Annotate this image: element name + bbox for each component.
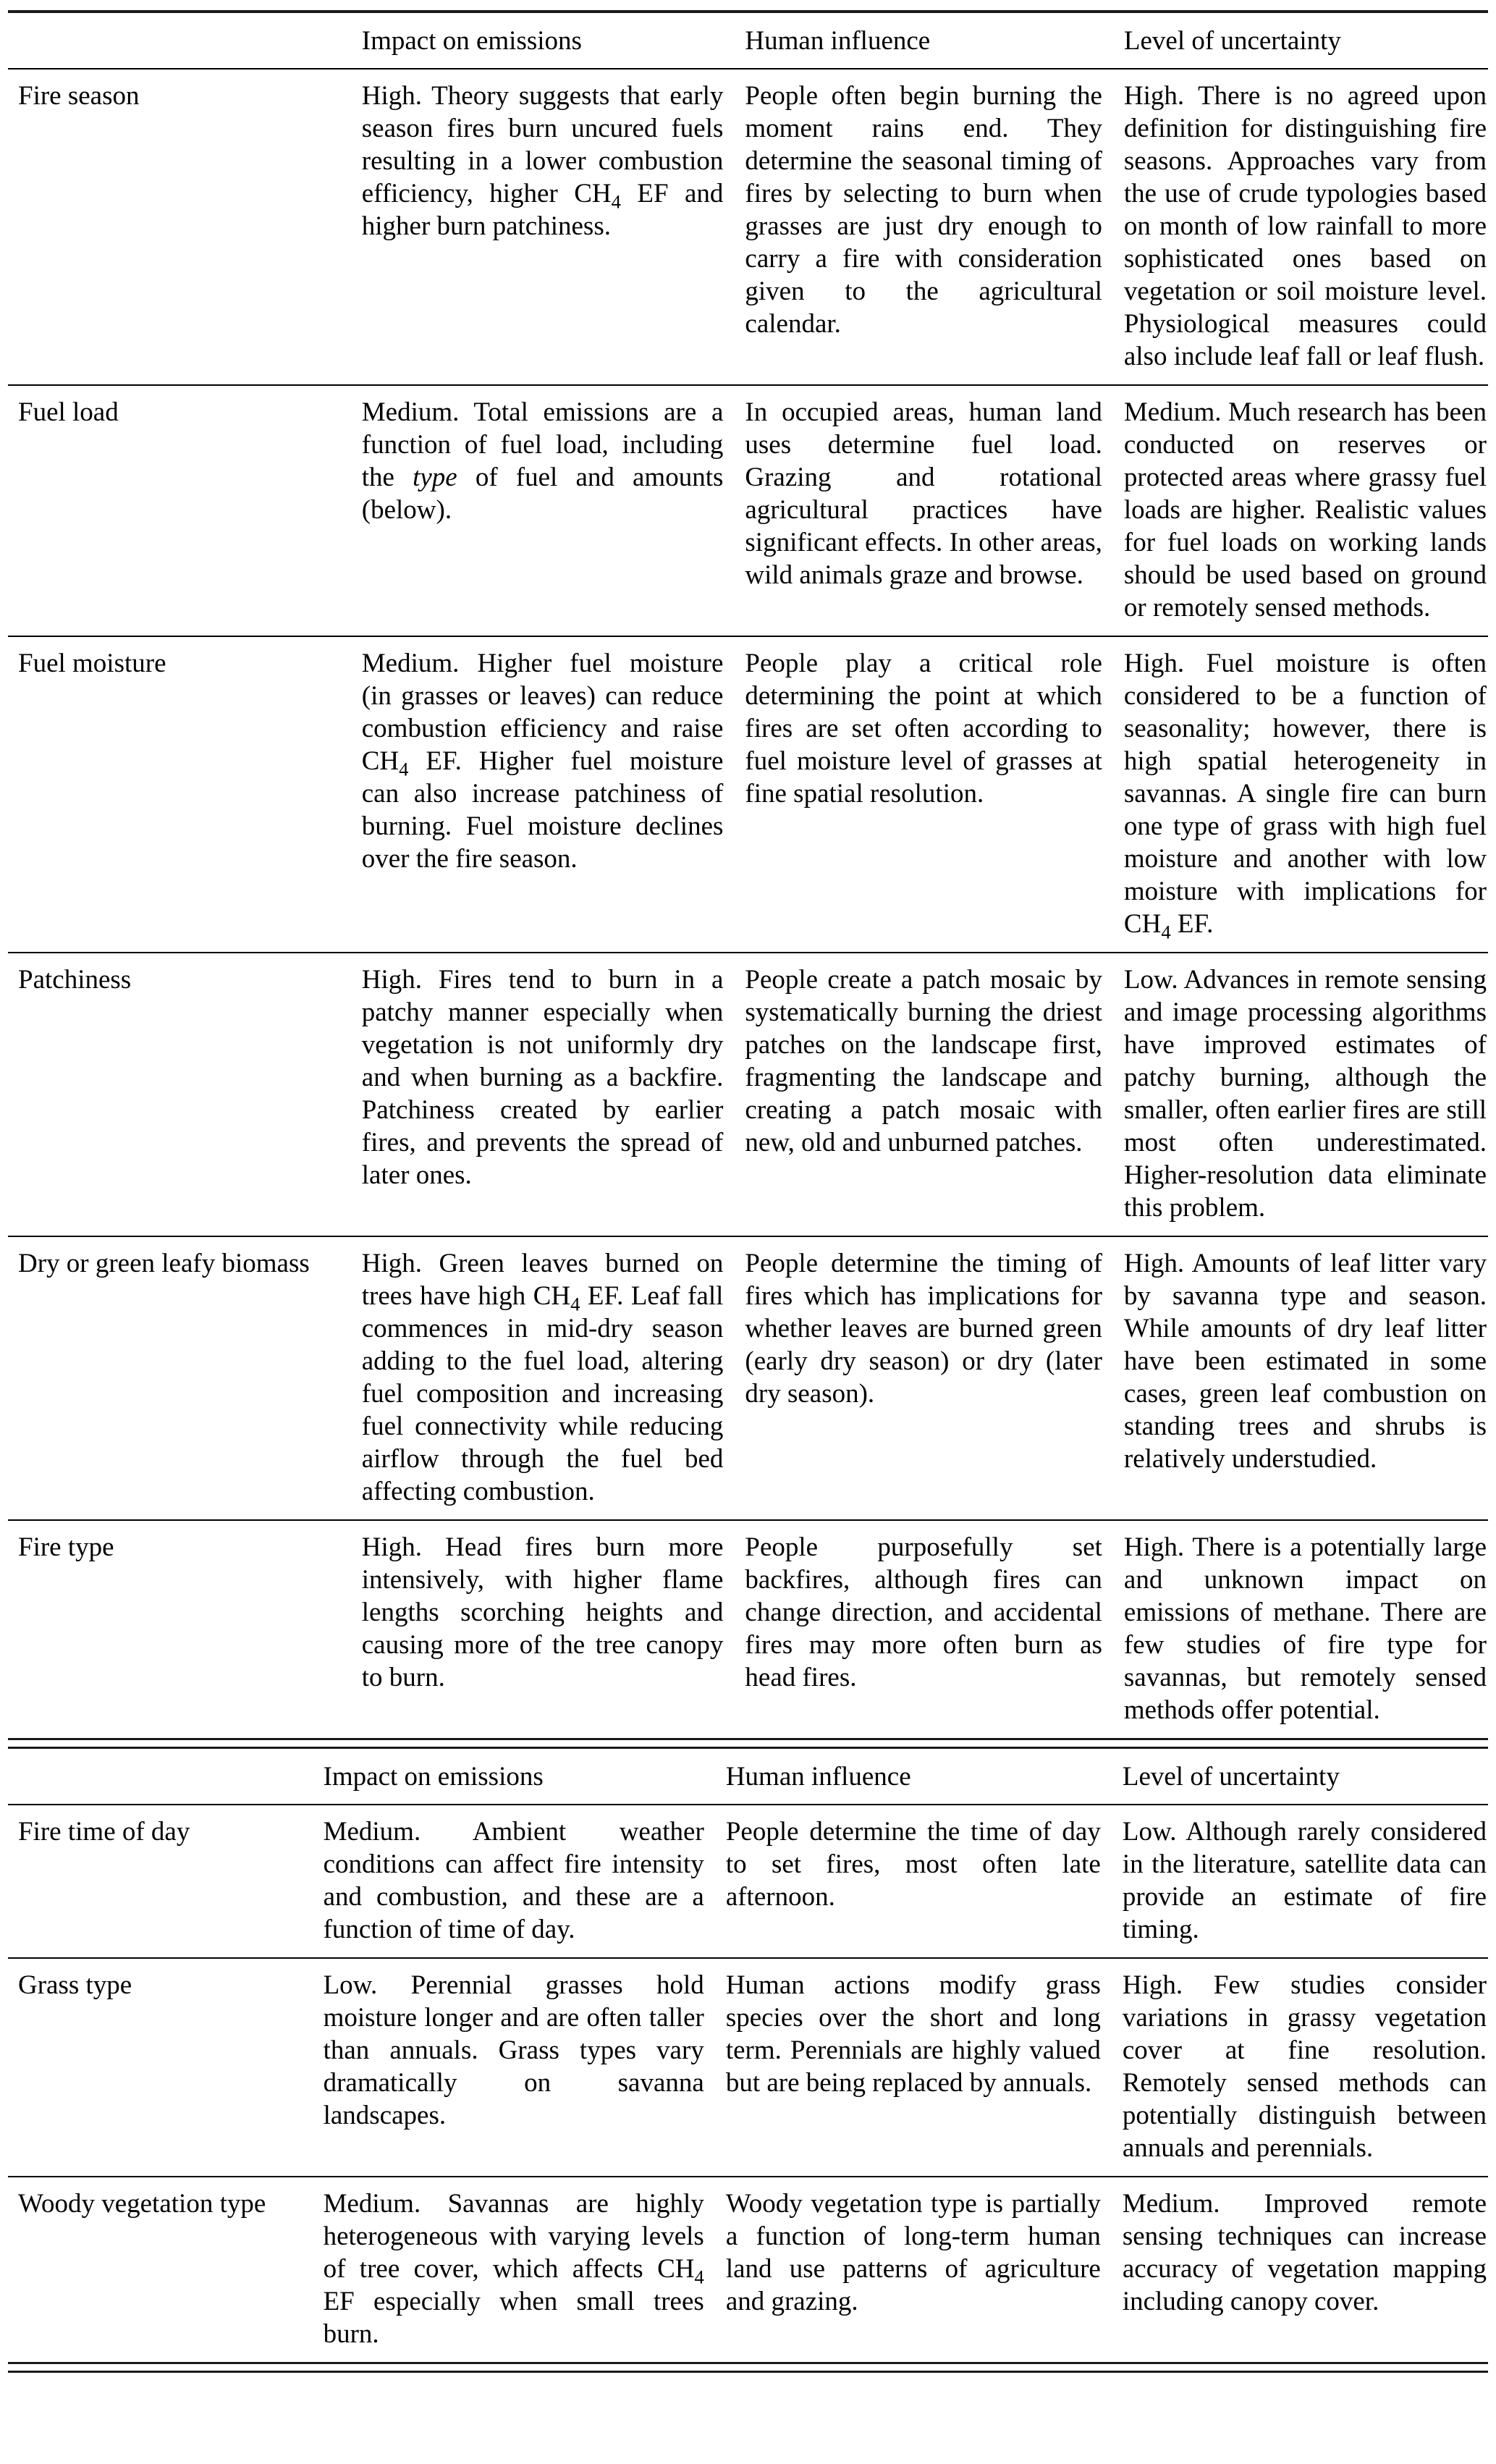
- impact-cell: Medium. Higher fuel moisture (in grasses or leaves) can reduce combustion efficiency and raise $CH_4$ EF. Higher fuel moisture can also increase patchiness of burning. Fuel moisture declines over the fire season.: [362, 636, 745, 953]
- impact-cell: Medium. Total emissions are a function of fuel load, including the type of fuel and amounts (below).: [362, 385, 745, 636]
- table-row-woody-vegetation-type: [8, 2177, 1488, 2362]
- column-header-uncertainty: Level of uncertainty: [1124, 12, 1488, 69]
- column-header-blank: [8, 12, 362, 69]
- human-influence-cell: People determine the time of day to set fires, most often late afternoon.: [726, 1805, 1123, 1958]
- uncertainty-cell: High. Amounts of leaf litter vary by savanna type and season. While amounts of dry leaf litter have been estimated in some cases, green leaf combustion on standing trees and shrubs is relatively understudied.: [1124, 1236, 1488, 1520]
- bottom-double-rule: [8, 2362, 1488, 2373]
- human-influence-cell: People determine the timing of fires which has implications for whether leaves are burned green (early dry season) or dry (later dry season).: [745, 1236, 1124, 1520]
- column-header-human: Human influence: [745, 12, 1124, 69]
- fire-factors-table-lower: [8, 1749, 1488, 2362]
- uncertainty-cell: High. There is no agreed upon definition for distinguishing fire seasons. Approaches vary from the use of crude typologies based on month of low rainfall to more sophisticated ones based on vegetation or soil moisture level. Physiological measures could also include leaf fall or leaf flush.: [1124, 69, 1488, 385]
- table-row-fire-type: [8, 1520, 1488, 1738]
- uncertainty-cell: High. Fuel moisture is often considered to be a function of seasonality; however, there is high spatial heterogeneity in savannas. A single fire can burn one type of grass with high fuel moisture and another with low moisture with implications for $CH_4$ EF.: [1124, 636, 1488, 953]
- human-influence-cell: In occupied areas, human land uses determine fuel load. Grazing and rotational agricultural practices have significant effects. In other areas, wild animals graze and browse.: [745, 385, 1124, 636]
- table-row-leafy-biomass: [8, 1236, 1488, 1520]
- column-header-impact: Impact on emissions: [362, 12, 745, 69]
- row-label: Grass type: [8, 1958, 324, 2177]
- human-influence-cell: Human actions modify grass species over the short and long term. Perennials are highly valued but are being replaced by annuals.: [726, 1958, 1123, 2177]
- table-row-patchiness: [8, 953, 1488, 1236]
- row-label: Fuel moisture: [8, 636, 362, 953]
- table-row-fuel-moisture: [8, 636, 1488, 953]
- uncertainty-cell: High. Few studies consider variations in grassy vegetation cover at fine resolution. Remotely sensed methods can potentially distinguish between annuals and perennials.: [1123, 1958, 1488, 2177]
- row-label: Fuel load: [8, 385, 362, 636]
- uncertainty-cell: High. There is a potentially large and unknown impact on emissions of methane. There are few studies of fire type for savannas, but remotely sensed methods offer potential.: [1123, 1532, 1487, 1725]
- table-row-fire-season: [8, 69, 1488, 385]
- row-label: Fire time of day: [8, 1805, 324, 1958]
- header-row: [8, 1749, 1488, 1805]
- row-label: Fire type: [18, 1532, 114, 1562]
- column-header-uncertainty: Level of uncertainty: [1123, 1749, 1488, 1805]
- table-separator-double-rule: [8, 1738, 1488, 1749]
- impact-cell: Low. Perennial grasses hold moisture longer and are often taller than annuals. Grass types vary dramatically on savanna landscapes.: [324, 1958, 726, 2177]
- row-label: Patchiness: [8, 953, 362, 1236]
- human-influence-cell: People purposefully set backfires, although fires can change direction, and accidental fires may more often burn as head fires.: [745, 1532, 1102, 1692]
- header-row: [8, 12, 1488, 69]
- human-influence-cell: People play a critical role determining the point at which fires are set often according to fuel moisture level of grasses at fine spatial resolution.: [745, 636, 1124, 953]
- row-label: Dry or green leafy biomass: [8, 1236, 362, 1520]
- impact-cell: Medium. Savannas are highly heterogeneous with varying levels of tree cover, which affects $CH_4$ EF especially when small trees burn.: [323, 2189, 704, 2349]
- uncertainty-cell: Low. Advances in remote sensing and image processing algorithms have improved estimates of patchy burning, although the smaller, often earlier fires are still most often underestimated. Higher-resolution data eliminate this problem.: [1124, 953, 1488, 1236]
- uncertainty-cell: Medium. Improved remote sensing techniques can increase accuracy of vegetation mapping including canopy cover.: [1122, 2189, 1487, 2316]
- impact-cell: High. Theory suggests that early season fires burn uncured fuels resulting in a lower combustion efficiency, higher $CH_4$ EF and higher burn patchiness.: [362, 69, 745, 385]
- table-row-grass-type: [8, 1958, 1488, 2177]
- uncertainty-cell: Medium. Much research has been conducted on reserves or protected areas where grassy fuel loads are higher. Realistic values for fuel loads on working lands should be used based on ground or remotely sensed methods.: [1124, 385, 1488, 636]
- impact-cell: High. Green leaves burned on trees have high $CH_4$ EF. Leaf fall commences in mid-dry season adding to the fuel load, altering fuel composition and increasing fuel connectivity while reducing airflow through the fuel bed affecting combustion.: [362, 1236, 745, 1520]
- impact-cell: High. Head fires burn more intensively, with higher flame lengths scorching heights and causing more of the tree canopy to burn.: [361, 1532, 724, 1692]
- fire-factors-table-upper: [8, 10, 1488, 1738]
- impact-cell: Medium. Ambient weather conditions can affect fire intensity and combustion, and these are a function of time of day.: [324, 1805, 726, 1958]
- human-influence-cell: Woody vegetation type is partially a function of long-term human land use patterns of agriculture and grazing.: [725, 2189, 1101, 2316]
- column-header-blank: [8, 1749, 324, 1805]
- row-label: Woody vegetation type: [18, 2189, 266, 2219]
- table-row-fire-time-of-day: [8, 1805, 1488, 1958]
- column-header-human: Human influence: [726, 1749, 1123, 1805]
- human-influence-cell: People often begin burning the moment rains end. They determine the seasonal timing of fires by selecting to burn when grasses are just dry enough to carry a fire with consideration given to the agricultural calendar.: [745, 69, 1124, 385]
- table-row-fuel-load: [8, 385, 1488, 636]
- row-label: Fire season: [8, 69, 362, 385]
- uncertainty-cell: Low. Although rarely considered in the literature, satellite data can provide an estimate of fire timing.: [1123, 1805, 1488, 1958]
- column-header-impact: Impact on emissions: [324, 1749, 726, 1805]
- impact-cell: High. Fires tend to burn in a patchy manner especially when vegetation is not uniformly dry and when burning as a backfire. Patchiness created by earlier fires, and prevents the spread of later ones.: [362, 953, 745, 1236]
- human-influence-cell: People create a patch mosaic by systematically burning the driest patches on the landscape first, fragmenting the landscape and creating a patch mosaic with new, old and unburned patches.: [745, 953, 1124, 1236]
